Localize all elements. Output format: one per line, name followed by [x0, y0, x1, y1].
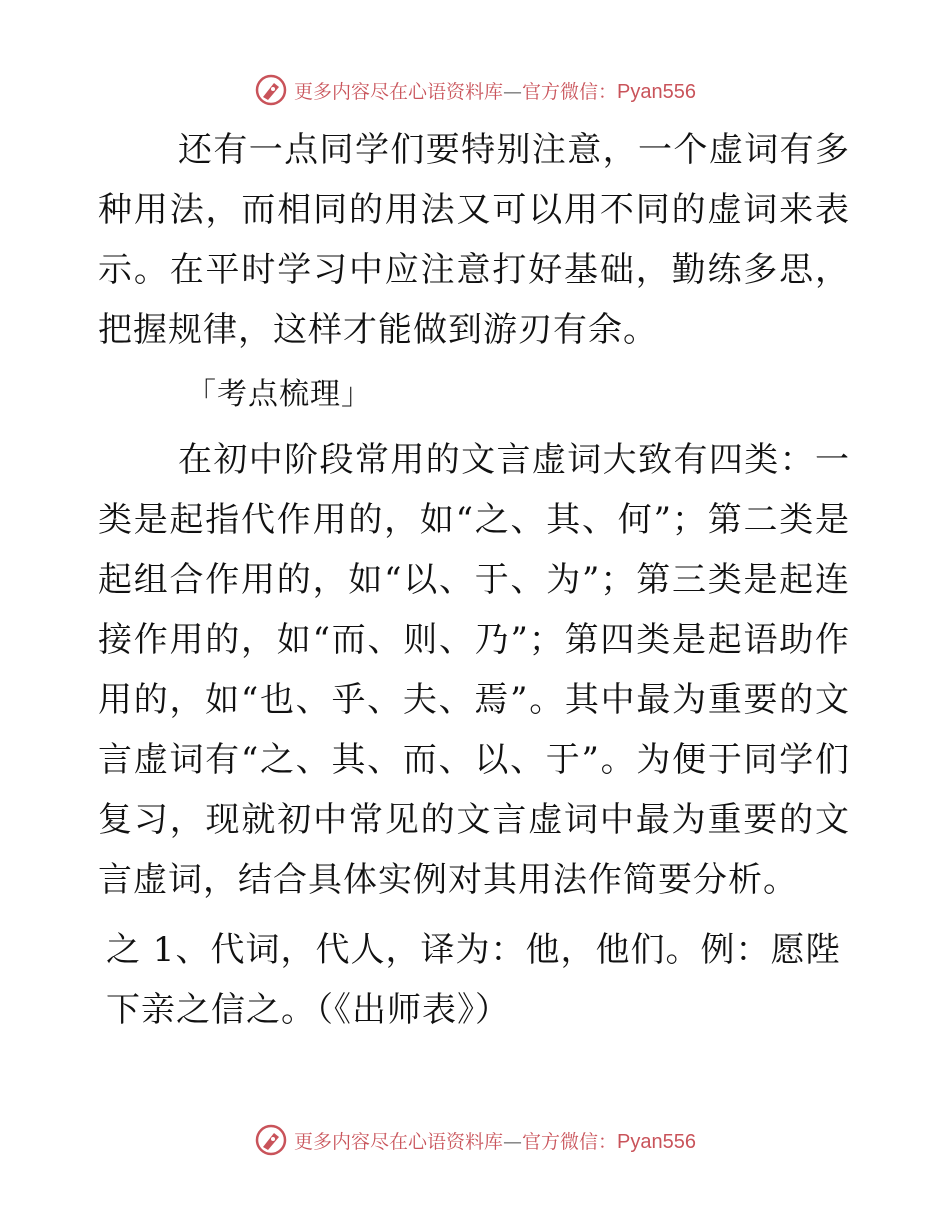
- section-heading: 「考点梳理」: [186, 377, 372, 412]
- watermark-text: [294, 77, 696, 104]
- paragraph-overview: 在初中阶段常用的文言虚词大致有四类：一类是起指代作用的，如“之、其、何”；第二类是起组合作用的，如“以、于、为”；第三类是起连接作用的，如“而、则、乃”；第四类是起语助作用的，如“也、乎、夫、焉”。其中最为重要的文言虚词有“之、其、而、以、于”。为便于同学们复习，现就初中常见的文言虚词中最为重要的文言虚词，结合具体实例对其用法作简要分析。: [98, 440, 850, 900]
- list-item: 之 1、代词，代人，译为：他，他们。例：愿陛下亲之信之。（《出师表》）: [106, 930, 841, 1030]
- watermark-sub: 官方微信：: [522, 1130, 618, 1153]
- pen-nib-logo-icon: [254, 73, 288, 107]
- watermark-wechat-id: Pyan556: [617, 1130, 696, 1153]
- watermark-main: 更多内容尽在心语资料库: [294, 80, 504, 103]
- paragraph-intro: 还有一点同学们要特别注意，一个虚词有多种用法，而相同的用法又可以用不同的虚词来表示。在平时学习中应注意打好基础，勤练多思，把握规律，这样才能做到游刃有余。: [98, 130, 850, 350]
- watermark-separator: —: [503, 1130, 523, 1153]
- footer-watermark: [0, 1120, 950, 1160]
- watermark-wechat-id: Pyan556: [617, 80, 696, 103]
- watermark-text: [294, 1127, 696, 1154]
- header-watermark: [0, 70, 950, 110]
- pen-nib-logo-icon: [254, 1123, 288, 1157]
- document-body: [98, 120, 850, 1040]
- watermark-main: 更多内容尽在心语资料库: [294, 1130, 504, 1153]
- watermark-separator: —: [503, 80, 523, 103]
- watermark-sub: 官方微信：: [522, 80, 618, 103]
